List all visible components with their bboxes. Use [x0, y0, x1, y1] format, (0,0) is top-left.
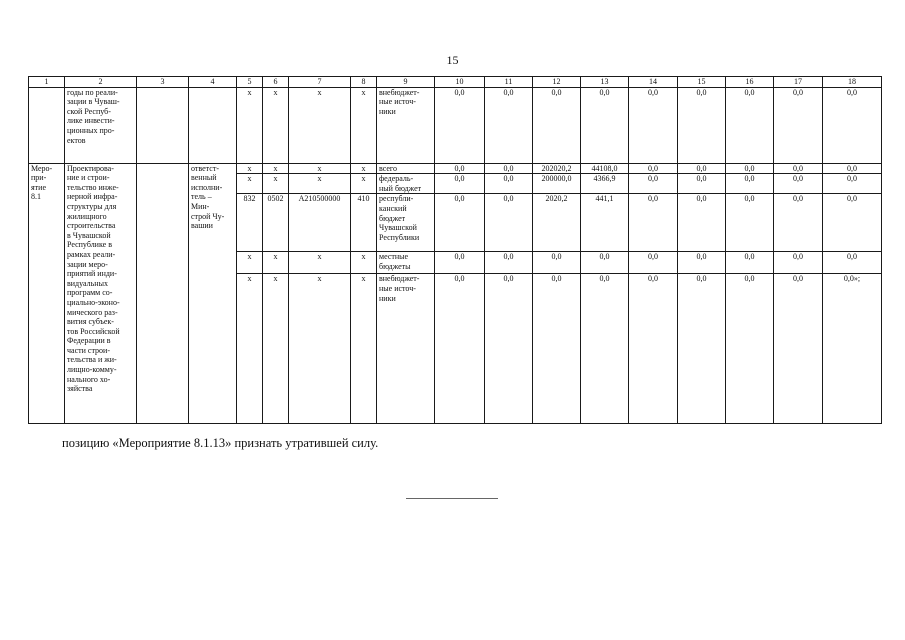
table-cell: x: [263, 252, 289, 274]
table-cell: 0,0: [435, 163, 485, 174]
table-cell: 0,0: [823, 194, 882, 252]
table-cell: x: [351, 163, 377, 174]
table-cell: 0,0: [485, 252, 533, 274]
table-cell: 0,0: [533, 87, 581, 163]
table-cell: 0,0: [629, 252, 678, 274]
table-cell: 0,0: [533, 274, 581, 424]
table-cell: всего: [377, 163, 435, 174]
table-cell: 200000,0: [533, 174, 581, 194]
table-cell: 0,0: [774, 274, 823, 424]
column-number-header: 14: [629, 77, 678, 88]
column-number-header: 11: [485, 77, 533, 88]
table-cell: 0,0: [629, 194, 678, 252]
table-cell: 0,0: [435, 274, 485, 424]
table-cell: 0,0: [823, 163, 882, 174]
table-cell: x: [237, 174, 263, 194]
table-cell: федераль- ный бюджет: [377, 174, 435, 194]
column-number-header: 10: [435, 77, 485, 88]
table-cell: 0,0: [485, 163, 533, 174]
table-cell: 0,0: [485, 274, 533, 424]
table-cell: x: [263, 163, 289, 174]
table-cell: 0,0: [435, 87, 485, 163]
table-cell: 0,0: [485, 174, 533, 194]
table-cell: 410: [351, 194, 377, 252]
table-cell: 44108,0: [581, 163, 629, 174]
table-cell: 0,0: [726, 194, 774, 252]
table-cell: x: [263, 274, 289, 424]
table-cell: 0,0: [629, 174, 678, 194]
table-cell: Проектирова- ние и строи- тельство инже- нерной инфра- структуры для жилищного строительства в Чувашской Республике в рамках реали- зации меро- приятий инди- видуальных программ со- циально-эконо- мического раз- вития субъек- тов Российской Федерации в части строи- тельства и жи- лищно-комму- нального хо- зяйства: [65, 163, 137, 424]
column-number-header: 12: [533, 77, 581, 88]
table-cell: Меро- при- ятие 8.1: [29, 163, 65, 424]
table-cell: 0,0: [774, 174, 823, 194]
table-cell: внебюджет- ные источ- ники: [377, 87, 435, 163]
table-cell: 0,0: [581, 87, 629, 163]
table-row: [29, 163, 882, 174]
table-cell: x: [289, 274, 351, 424]
column-number-header: 7: [289, 77, 351, 88]
table-cell: x: [237, 252, 263, 274]
column-number-header: 1: [29, 77, 65, 88]
column-number-header: 6: [263, 77, 289, 88]
table-cell: x: [351, 274, 377, 424]
table-cell: ответст- венный исполни- тель – Мин- строй Чу- вашии: [189, 163, 237, 424]
budget-table: [28, 76, 882, 424]
column-number-header: 3: [137, 77, 189, 88]
table-cell: 0,0: [678, 174, 726, 194]
table-cell: 0,0: [726, 252, 774, 274]
page-number: 15: [446, 53, 459, 67]
table-cell: 4366,9: [581, 174, 629, 194]
table-cell: 0,0: [678, 274, 726, 424]
column-number-header: 4: [189, 77, 237, 88]
table-cell: внебюджет- ные источ- ники: [377, 274, 435, 424]
table-cell: 0,0: [485, 87, 533, 163]
footer-text: позицию «Мероприятие 8.1.13» признать утратившей силу.: [62, 436, 379, 450]
table-cell: [189, 87, 237, 163]
table-cell: x: [289, 163, 351, 174]
column-number-header: 5: [237, 77, 263, 88]
table-cell: 0502: [263, 194, 289, 252]
table-row: [29, 87, 882, 163]
table-header-row: [29, 77, 882, 88]
column-number-header: 17: [774, 77, 823, 88]
table-cell: 202020,2: [533, 163, 581, 174]
table-cell: x: [289, 174, 351, 194]
table-cell: [137, 163, 189, 424]
table-cell: x: [351, 174, 377, 194]
table-cell: 0,0: [774, 87, 823, 163]
table-cell: 0,0: [435, 252, 485, 274]
table-cell: местные бюджеты: [377, 252, 435, 274]
table-cell: x: [289, 252, 351, 274]
column-number-header: 18: [823, 77, 882, 88]
table-cell: 0,0: [823, 174, 882, 194]
table-cell: 0,0: [678, 252, 726, 274]
table-cell: 0,0: [726, 174, 774, 194]
table-cell: 0,0: [774, 163, 823, 174]
table-cell: 441,1: [581, 194, 629, 252]
table-cell: 0,0: [533, 252, 581, 274]
column-number-header: 13: [581, 77, 629, 88]
table-cell: x: [237, 87, 263, 163]
table-cell: 0,0: [435, 174, 485, 194]
table-cell: 0,0: [629, 87, 678, 163]
table-cell: 0,0: [678, 87, 726, 163]
table-cell: 832: [237, 194, 263, 252]
table-cell: 0,0: [629, 274, 678, 424]
table-cell: 0,0: [581, 252, 629, 274]
table-cell: x: [237, 274, 263, 424]
table-cell: x: [237, 163, 263, 174]
table-cell: A210500000: [289, 194, 351, 252]
table-cell: x: [263, 174, 289, 194]
separator-line: [406, 498, 498, 499]
table-cell: 0,0: [726, 87, 774, 163]
table-cell: 2020,2: [533, 194, 581, 252]
table-cell: 0,0: [581, 274, 629, 424]
column-number-header: 9: [377, 77, 435, 88]
column-number-header: 15: [678, 77, 726, 88]
table-cell: 0,0: [678, 194, 726, 252]
table-cell: x: [289, 87, 351, 163]
table-cell: 0,0: [726, 274, 774, 424]
table-cell: 0,0: [726, 163, 774, 174]
table-cell: 0,0: [774, 194, 823, 252]
table-cell: [137, 87, 189, 163]
table-cell: 0,0: [774, 252, 823, 274]
table-cell: 0,0: [435, 194, 485, 252]
table-cell: 0,0: [485, 194, 533, 252]
table-cell: республи- канский бюджет Чувашской Республики: [377, 194, 435, 252]
table-cell: 0,0: [629, 163, 678, 174]
table-cell: годы по реали- зации в Чуваш- ской Респуб- лике инвести- ционных про- ектов: [65, 87, 137, 163]
table-cell: x: [351, 87, 377, 163]
table-cell: x: [263, 87, 289, 163]
table-cell: 0,0: [823, 252, 882, 274]
column-number-header: 16: [726, 77, 774, 88]
table-cell: 0,0: [823, 87, 882, 163]
table-cell: 0,0»;: [823, 274, 882, 424]
table-cell: 0,0: [678, 163, 726, 174]
column-number-header: 8: [351, 77, 377, 88]
column-number-header: 2: [65, 77, 137, 88]
table-cell: [29, 87, 65, 163]
table-cell: x: [351, 252, 377, 274]
